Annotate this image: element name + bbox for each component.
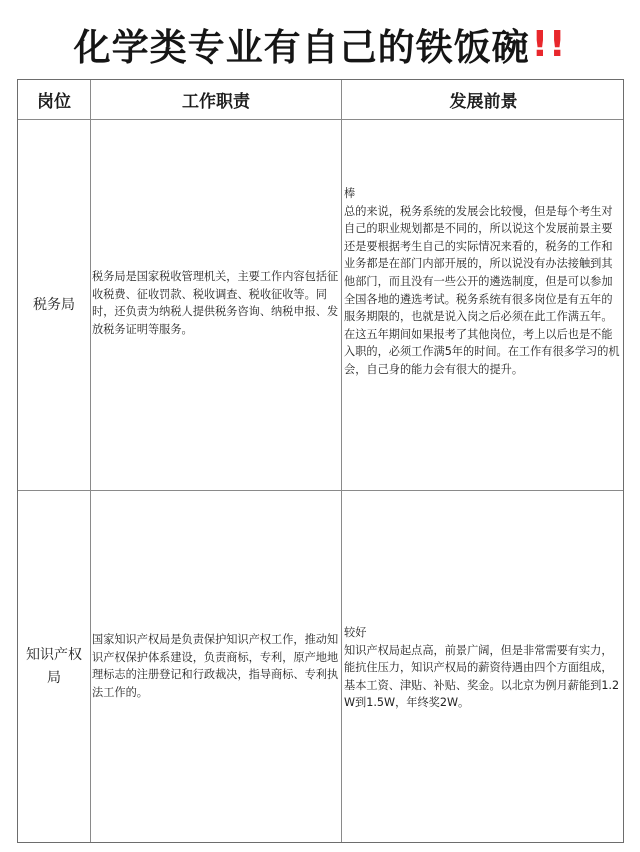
job-table (17, 79, 624, 843)
outlook-text: 知识产权局起点高，前景广阔，但是非常需要有实力，能抗住压力，知识产权局的薪资待遇由四个方面组成，基本工资、津贴、补贴、奖金。以北京为例月薪能到1.2W到1.5W，年终奖2W。 (344, 643, 620, 710)
outlook-rating: 棒 (344, 187, 356, 200)
duties-cell (92, 268, 340, 338)
column-divider (341, 80, 342, 842)
table-row-position (18, 120, 90, 490)
page-title (0, 14, 640, 74)
column-divider (90, 80, 91, 842)
title-text: 化学类专业有自己的铁饭碗 (73, 26, 530, 69)
position-name: 知识产权局 (26, 647, 82, 686)
position-name: 税务局 (33, 296, 75, 313)
outlook-rating: 较好 (344, 626, 367, 639)
outlook-text: 总的来说，税务系统的发展会比较慢，但是每个考生对自己的职业规划都是不同的，所以说这个发展前景主要还是要根据考生自己的实际情况来看的，税务的工作和业务都是在部门内部开展的，所以说没有办法接触到其他部门，而且没有一些公开的遴选制度，但是可以参加全国各地的遴选考试。税务系统有很多岗位是有五年的服务期限的，也就是说入岗之后必须在此工作满五年。在这五年期间如果报考了其他岗位，考上以后也是不能入职的，必须工作满5年的时间。在工作有很多学习的机会，自己身的能力会有很大的提升。 (344, 204, 620, 376)
exclamation-icon: !! (531, 23, 567, 65)
outlook-cell (344, 624, 623, 712)
header-duties: 工作职责 (182, 92, 250, 112)
table-row-position (18, 491, 90, 843)
duties-text: 国家知识产权局是负责保护知识产权工作，推动知识产权保护体系建设，负责商标，专利，原产地地理标志的注册登记和行政裁决，指导商标、专利执法工作的。 (92, 633, 339, 699)
outlook-cell (344, 185, 623, 379)
row-divider (18, 490, 623, 491)
row-divider (18, 119, 623, 120)
header-outlook: 发展前景 (449, 92, 518, 112)
duties-text: 税务局是国家税收管理机关，主要工作内容包括征收税费、征收罚款、税收调查、税收征收等。同时，还负责为纳税人提供税务咨询、纳税申报、发放税务证明等服务。 (92, 270, 339, 336)
duties-cell (92, 631, 340, 701)
header-position: 岗位 (37, 92, 71, 112)
